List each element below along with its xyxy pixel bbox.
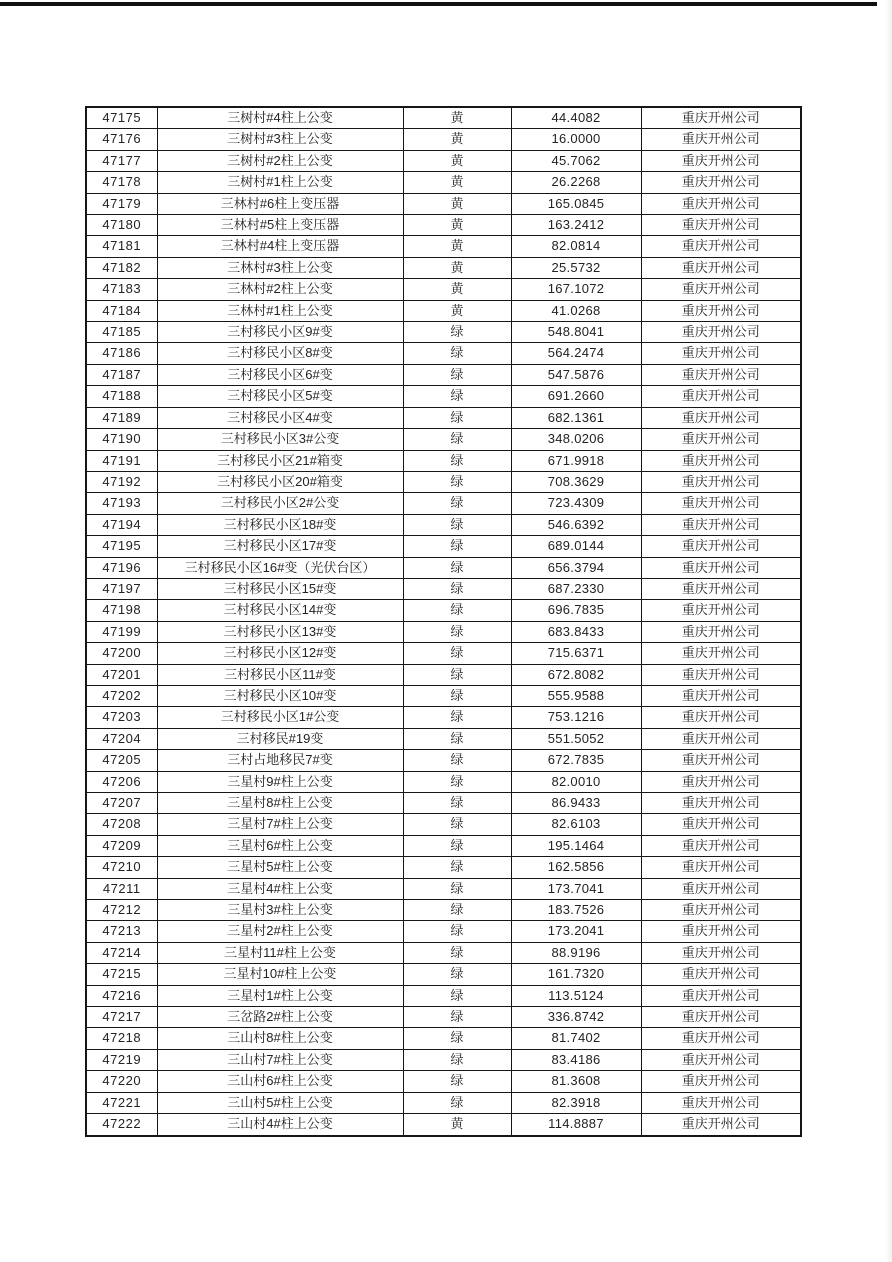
table-row — [86, 129, 801, 150]
cell-value: 162.5856 — [511, 857, 641, 878]
scan-edge-shading — [885, 0, 892, 1262]
cell-status: 绿 — [403, 900, 511, 921]
cell-name: 三林村#5柱上变压器 — [157, 215, 403, 236]
cell-status: 绿 — [403, 407, 511, 428]
cell-value: 88.9196 — [511, 942, 641, 963]
table-row — [86, 921, 801, 942]
table-row — [86, 814, 801, 835]
cell-company: 重庆开州公司 — [641, 1049, 801, 1070]
cell-id: 47222 — [86, 1114, 157, 1136]
cell-status: 绿 — [403, 621, 511, 642]
cell-name: 三树村#3柱上公变 — [157, 129, 403, 150]
cell-id: 47186 — [86, 343, 157, 364]
cell-status: 黄 — [403, 1114, 511, 1136]
cell-name: 三村移民小区20#箱变 — [157, 471, 403, 492]
cell-status: 绿 — [403, 429, 511, 450]
cell-status: 绿 — [403, 985, 511, 1006]
cell-status: 绿 — [403, 1092, 511, 1113]
cell-id: 47217 — [86, 1007, 157, 1028]
cell-id: 47214 — [86, 942, 157, 963]
cell-company: 重庆开州公司 — [641, 857, 801, 878]
table-row — [86, 172, 801, 193]
cell-id: 47195 — [86, 536, 157, 557]
cell-status: 黄 — [403, 129, 511, 150]
cell-name: 三村移民小区14#变 — [157, 600, 403, 621]
cell-value: 656.3794 — [511, 557, 641, 578]
cell-name: 三村移民小区3#公变 — [157, 429, 403, 450]
cell-value: 336.8742 — [511, 1007, 641, 1028]
cell-status: 绿 — [403, 322, 511, 343]
table-row — [86, 429, 801, 450]
cell-value: 723.4309 — [511, 493, 641, 514]
cell-value: 167.1072 — [511, 279, 641, 300]
cell-company: 重庆开州公司 — [641, 107, 801, 129]
cell-value: 689.0144 — [511, 536, 641, 557]
cell-company: 重庆开州公司 — [641, 257, 801, 278]
cell-company: 重庆开州公司 — [641, 643, 801, 664]
cell-name: 三山村8#柱上公变 — [157, 1028, 403, 1049]
cell-id: 47211 — [86, 878, 157, 899]
cell-value: 708.3629 — [511, 471, 641, 492]
cell-value: 564.2474 — [511, 343, 641, 364]
cell-id: 47216 — [86, 985, 157, 1006]
cell-value: 546.6392 — [511, 514, 641, 535]
cell-name: 三星村1#柱上公变 — [157, 985, 403, 1006]
cell-company: 重庆开州公司 — [641, 942, 801, 963]
cell-value: 161.7320 — [511, 964, 641, 985]
cell-company: 重庆开州公司 — [641, 150, 801, 171]
cell-name: 三山村6#柱上公变 — [157, 1071, 403, 1092]
cell-id: 47201 — [86, 664, 157, 685]
cell-name: 三村移民小区21#箱变 — [157, 450, 403, 471]
cell-company: 重庆开州公司 — [641, 1092, 801, 1113]
cell-name: 三村移民小区11#变 — [157, 664, 403, 685]
table-row — [86, 514, 801, 535]
cell-value: 113.5124 — [511, 985, 641, 1006]
cell-id: 47176 — [86, 129, 157, 150]
cell-id: 47200 — [86, 643, 157, 664]
table-row — [86, 750, 801, 771]
cell-company: 重庆开州公司 — [641, 835, 801, 856]
cell-name: 三林村#2柱上公变 — [157, 279, 403, 300]
cell-company: 重庆开州公司 — [641, 129, 801, 150]
table-row — [86, 793, 801, 814]
cell-status: 黄 — [403, 193, 511, 214]
cell-name: 三村移民小区5#变 — [157, 386, 403, 407]
cell-status: 绿 — [403, 771, 511, 792]
cell-id: 47175 — [86, 107, 157, 129]
cell-company: 重庆开州公司 — [641, 493, 801, 514]
cell-value: 683.8433 — [511, 621, 641, 642]
cell-id: 47196 — [86, 557, 157, 578]
cell-status: 绿 — [403, 600, 511, 621]
table-row — [86, 107, 801, 129]
table-row — [86, 1049, 801, 1070]
cell-status: 绿 — [403, 578, 511, 599]
cell-name: 三村移民小区6#变 — [157, 364, 403, 385]
table-row — [86, 578, 801, 599]
cell-status: 绿 — [403, 857, 511, 878]
cell-status: 绿 — [403, 728, 511, 749]
cell-value: 44.4082 — [511, 107, 641, 129]
table-row — [86, 536, 801, 557]
cell-value: 715.6371 — [511, 643, 641, 664]
cell-company: 重庆开州公司 — [641, 771, 801, 792]
cell-status: 绿 — [403, 493, 511, 514]
cell-company: 重庆开州公司 — [641, 322, 801, 343]
table-row — [86, 493, 801, 514]
cell-value: 691.2660 — [511, 386, 641, 407]
cell-company: 重庆开州公司 — [641, 429, 801, 450]
cell-company: 重庆开州公司 — [641, 728, 801, 749]
data-table — [85, 106, 802, 1137]
table-row — [86, 257, 801, 278]
cell-value: 672.8082 — [511, 664, 641, 685]
cell-status: 绿 — [403, 750, 511, 771]
cell-value: 81.7402 — [511, 1028, 641, 1049]
cell-name: 三星村10#柱上公变 — [157, 964, 403, 985]
cell-company: 重庆开州公司 — [641, 1071, 801, 1092]
cell-id: 47192 — [86, 471, 157, 492]
cell-id: 47204 — [86, 728, 157, 749]
cell-value: 25.5732 — [511, 257, 641, 278]
cell-company: 重庆开州公司 — [641, 793, 801, 814]
cell-status: 绿 — [403, 814, 511, 835]
table-row — [86, 279, 801, 300]
cell-status: 绿 — [403, 557, 511, 578]
cell-name: 三山村4#柱上公变 — [157, 1114, 403, 1136]
cell-value: 696.7835 — [511, 600, 641, 621]
cell-company: 重庆开州公司 — [641, 514, 801, 535]
cell-id: 47205 — [86, 750, 157, 771]
cell-value: 183.7526 — [511, 900, 641, 921]
cell-id: 47208 — [86, 814, 157, 835]
cell-company: 重庆开州公司 — [641, 471, 801, 492]
table-row — [86, 664, 801, 685]
cell-company: 重庆开州公司 — [641, 621, 801, 642]
cell-status: 绿 — [403, 664, 511, 685]
cell-company: 重庆开州公司 — [641, 386, 801, 407]
cell-company: 重庆开州公司 — [641, 685, 801, 706]
cell-value: 753.1216 — [511, 707, 641, 728]
table-row — [86, 215, 801, 236]
cell-value: 82.0010 — [511, 771, 641, 792]
cell-value: 548.8041 — [511, 322, 641, 343]
table-row — [86, 643, 801, 664]
cell-name: 三星村11#柱上公变 — [157, 942, 403, 963]
cell-name: 三林村#4柱上变压器 — [157, 236, 403, 257]
cell-status: 黄 — [403, 300, 511, 321]
cell-value: 165.0845 — [511, 193, 641, 214]
cell-company: 重庆开州公司 — [641, 279, 801, 300]
cell-id: 47190 — [86, 429, 157, 450]
cell-company: 重庆开州公司 — [641, 215, 801, 236]
cell-status: 绿 — [403, 707, 511, 728]
table-row — [86, 450, 801, 471]
cell-name: 三村移民小区16#变（光伏台区） — [157, 557, 403, 578]
cell-name: 三村移民小区10#变 — [157, 685, 403, 706]
cell-status: 绿 — [403, 1028, 511, 1049]
cell-id: 47183 — [86, 279, 157, 300]
cell-value: 114.8887 — [511, 1114, 641, 1136]
cell-id: 47179 — [86, 193, 157, 214]
cell-value: 682.1361 — [511, 407, 641, 428]
cell-company: 重庆开州公司 — [641, 921, 801, 942]
cell-value: 82.6103 — [511, 814, 641, 835]
cell-value: 672.7835 — [511, 750, 641, 771]
cell-id: 47178 — [86, 172, 157, 193]
cell-company: 重庆开州公司 — [641, 578, 801, 599]
cell-company: 重庆开州公司 — [641, 750, 801, 771]
table-row — [86, 300, 801, 321]
cell-company: 重庆开州公司 — [641, 664, 801, 685]
cell-company: 重庆开州公司 — [641, 878, 801, 899]
cell-id: 47185 — [86, 322, 157, 343]
cell-name: 三星村8#柱上公变 — [157, 793, 403, 814]
table-row — [86, 942, 801, 963]
cell-company: 重庆开州公司 — [641, 343, 801, 364]
cell-company: 重庆开州公司 — [641, 1114, 801, 1136]
table-row — [86, 685, 801, 706]
cell-status: 黄 — [403, 279, 511, 300]
cell-status: 黄 — [403, 107, 511, 129]
table-row — [86, 322, 801, 343]
cell-name: 三星村9#柱上公变 — [157, 771, 403, 792]
cell-status: 绿 — [403, 514, 511, 535]
cell-status: 绿 — [403, 1071, 511, 1092]
cell-id: 47187 — [86, 364, 157, 385]
cell-company: 重庆开州公司 — [641, 1007, 801, 1028]
cell-id: 47182 — [86, 257, 157, 278]
scan-artifact-top-bar — [0, 2, 877, 6]
table-row — [86, 1071, 801, 1092]
cell-value: 173.7041 — [511, 878, 641, 899]
cell-company: 重庆开州公司 — [641, 600, 801, 621]
cell-value: 671.9918 — [511, 450, 641, 471]
table-row — [86, 964, 801, 985]
cell-id: 47213 — [86, 921, 157, 942]
cell-name: 三树村#2柱上公变 — [157, 150, 403, 171]
cell-id: 47207 — [86, 793, 157, 814]
cell-status: 绿 — [403, 450, 511, 471]
cell-name: 三村移民小区13#变 — [157, 621, 403, 642]
cell-status: 黄 — [403, 172, 511, 193]
cell-id: 47188 — [86, 386, 157, 407]
cell-id: 47197 — [86, 578, 157, 599]
cell-name: 三星村6#柱上公变 — [157, 835, 403, 856]
cell-name: 三村移民小区17#变 — [157, 536, 403, 557]
cell-id: 47193 — [86, 493, 157, 514]
cell-id: 47212 — [86, 900, 157, 921]
cell-company: 重庆开州公司 — [641, 985, 801, 1006]
cell-name: 三山村5#柱上公变 — [157, 1092, 403, 1113]
cell-value: 16.0000 — [511, 129, 641, 150]
cell-status: 绿 — [403, 964, 511, 985]
cell-company: 重庆开州公司 — [641, 236, 801, 257]
cell-value: 81.3608 — [511, 1071, 641, 1092]
table-row — [86, 835, 801, 856]
cell-status: 黄 — [403, 236, 511, 257]
cell-name: 三山村7#柱上公变 — [157, 1049, 403, 1070]
cell-id: 47218 — [86, 1028, 157, 1049]
cell-name: 三村移民小区18#变 — [157, 514, 403, 535]
cell-status: 绿 — [403, 364, 511, 385]
cell-status: 绿 — [403, 343, 511, 364]
cell-name: 三林村#6柱上变压器 — [157, 193, 403, 214]
cell-id: 47199 — [86, 621, 157, 642]
cell-id: 47209 — [86, 835, 157, 856]
table-row — [86, 728, 801, 749]
cell-value: 173.2041 — [511, 921, 641, 942]
cell-status: 绿 — [403, 1007, 511, 1028]
table-row — [86, 557, 801, 578]
cell-id: 47206 — [86, 771, 157, 792]
cell-name: 三星村4#柱上公变 — [157, 878, 403, 899]
cell-company: 重庆开州公司 — [641, 964, 801, 985]
cell-value: 348.0206 — [511, 429, 641, 450]
cell-company: 重庆开州公司 — [641, 193, 801, 214]
table-row — [86, 985, 801, 1006]
cell-name: 三树村#1柱上公变 — [157, 172, 403, 193]
cell-company: 重庆开州公司 — [641, 900, 801, 921]
cell-company: 重庆开州公司 — [641, 364, 801, 385]
cell-id: 47180 — [86, 215, 157, 236]
cell-status: 绿 — [403, 685, 511, 706]
cell-name: 三村移民小区12#变 — [157, 643, 403, 664]
table-row — [86, 236, 801, 257]
table-row — [86, 150, 801, 171]
table-row — [86, 857, 801, 878]
cell-value: 45.7062 — [511, 150, 641, 171]
cell-value: 82.3918 — [511, 1092, 641, 1113]
cell-id: 47194 — [86, 514, 157, 535]
cell-name: 三村移民小区4#变 — [157, 407, 403, 428]
cell-id: 47203 — [86, 707, 157, 728]
table-row — [86, 1114, 801, 1136]
cell-company: 重庆开州公司 — [641, 172, 801, 193]
cell-id: 47202 — [86, 685, 157, 706]
cell-status: 绿 — [403, 386, 511, 407]
cell-name: 三林村#3柱上公变 — [157, 257, 403, 278]
cell-status: 绿 — [403, 793, 511, 814]
cell-id: 47189 — [86, 407, 157, 428]
cell-name: 三树村#4柱上公变 — [157, 107, 403, 129]
cell-name: 三星村2#柱上公变 — [157, 921, 403, 942]
table-row — [86, 407, 801, 428]
table-row — [86, 900, 801, 921]
cell-value: 195.1464 — [511, 835, 641, 856]
cell-name: 三星村5#柱上公变 — [157, 857, 403, 878]
table-row — [86, 1092, 801, 1113]
cell-status: 绿 — [403, 878, 511, 899]
cell-value: 26.2268 — [511, 172, 641, 193]
cell-name: 三村移民小区8#变 — [157, 343, 403, 364]
cell-company: 重庆开州公司 — [641, 1028, 801, 1049]
cell-id: 47221 — [86, 1092, 157, 1113]
cell-value: 687.2330 — [511, 578, 641, 599]
cell-id: 47219 — [86, 1049, 157, 1070]
cell-name: 三村移民小区9#变 — [157, 322, 403, 343]
cell-name: 三星村7#柱上公变 — [157, 814, 403, 835]
table-row — [86, 707, 801, 728]
cell-id: 47184 — [86, 300, 157, 321]
cell-name: 三村移民小区15#变 — [157, 578, 403, 599]
cell-value: 547.5876 — [511, 364, 641, 385]
table-row — [86, 600, 801, 621]
cell-status: 黄 — [403, 257, 511, 278]
cell-company: 重庆开州公司 — [641, 557, 801, 578]
cell-status: 绿 — [403, 471, 511, 492]
table-row — [86, 1007, 801, 1028]
table-row — [86, 193, 801, 214]
cell-name: 三村移民#19变 — [157, 728, 403, 749]
table-row — [86, 471, 801, 492]
cell-status: 绿 — [403, 1049, 511, 1070]
cell-value: 551.5052 — [511, 728, 641, 749]
table-row — [86, 1028, 801, 1049]
cell-company: 重庆开州公司 — [641, 814, 801, 835]
cell-status: 绿 — [403, 536, 511, 557]
cell-value: 83.4186 — [511, 1049, 641, 1070]
cell-name: 三星村3#柱上公变 — [157, 900, 403, 921]
cell-status: 黄 — [403, 215, 511, 236]
cell-id: 47220 — [86, 1071, 157, 1092]
cell-name: 三岔路2#柱上公变 — [157, 1007, 403, 1028]
table-row — [86, 878, 801, 899]
cell-company: 重庆开州公司 — [641, 450, 801, 471]
cell-id: 47191 — [86, 450, 157, 471]
cell-id: 47198 — [86, 600, 157, 621]
cell-value: 555.9588 — [511, 685, 641, 706]
cell-id: 47215 — [86, 964, 157, 985]
table-body — [86, 107, 801, 1136]
cell-company: 重庆开州公司 — [641, 407, 801, 428]
cell-status: 绿 — [403, 835, 511, 856]
cell-name: 三林村#1柱上公变 — [157, 300, 403, 321]
cell-value: 41.0268 — [511, 300, 641, 321]
table-row — [86, 364, 801, 385]
table-row — [86, 621, 801, 642]
table-row — [86, 771, 801, 792]
cell-company: 重庆开州公司 — [641, 707, 801, 728]
cell-company: 重庆开州公司 — [641, 300, 801, 321]
cell-status: 绿 — [403, 921, 511, 942]
cell-status: 绿 — [403, 643, 511, 664]
cell-status: 绿 — [403, 942, 511, 963]
cell-name: 三村移民小区2#公变 — [157, 493, 403, 514]
cell-id: 47177 — [86, 150, 157, 171]
table-row — [86, 386, 801, 407]
cell-company: 重庆开州公司 — [641, 536, 801, 557]
cell-value: 163.2412 — [511, 215, 641, 236]
table-row — [86, 343, 801, 364]
cell-id: 47181 — [86, 236, 157, 257]
cell-name: 三村占地移民7#变 — [157, 750, 403, 771]
cell-name: 三村移民小区1#公变 — [157, 707, 403, 728]
cell-value: 82.0814 — [511, 236, 641, 257]
cell-id: 47210 — [86, 857, 157, 878]
cell-status: 黄 — [403, 150, 511, 171]
cell-value: 86.9433 — [511, 793, 641, 814]
